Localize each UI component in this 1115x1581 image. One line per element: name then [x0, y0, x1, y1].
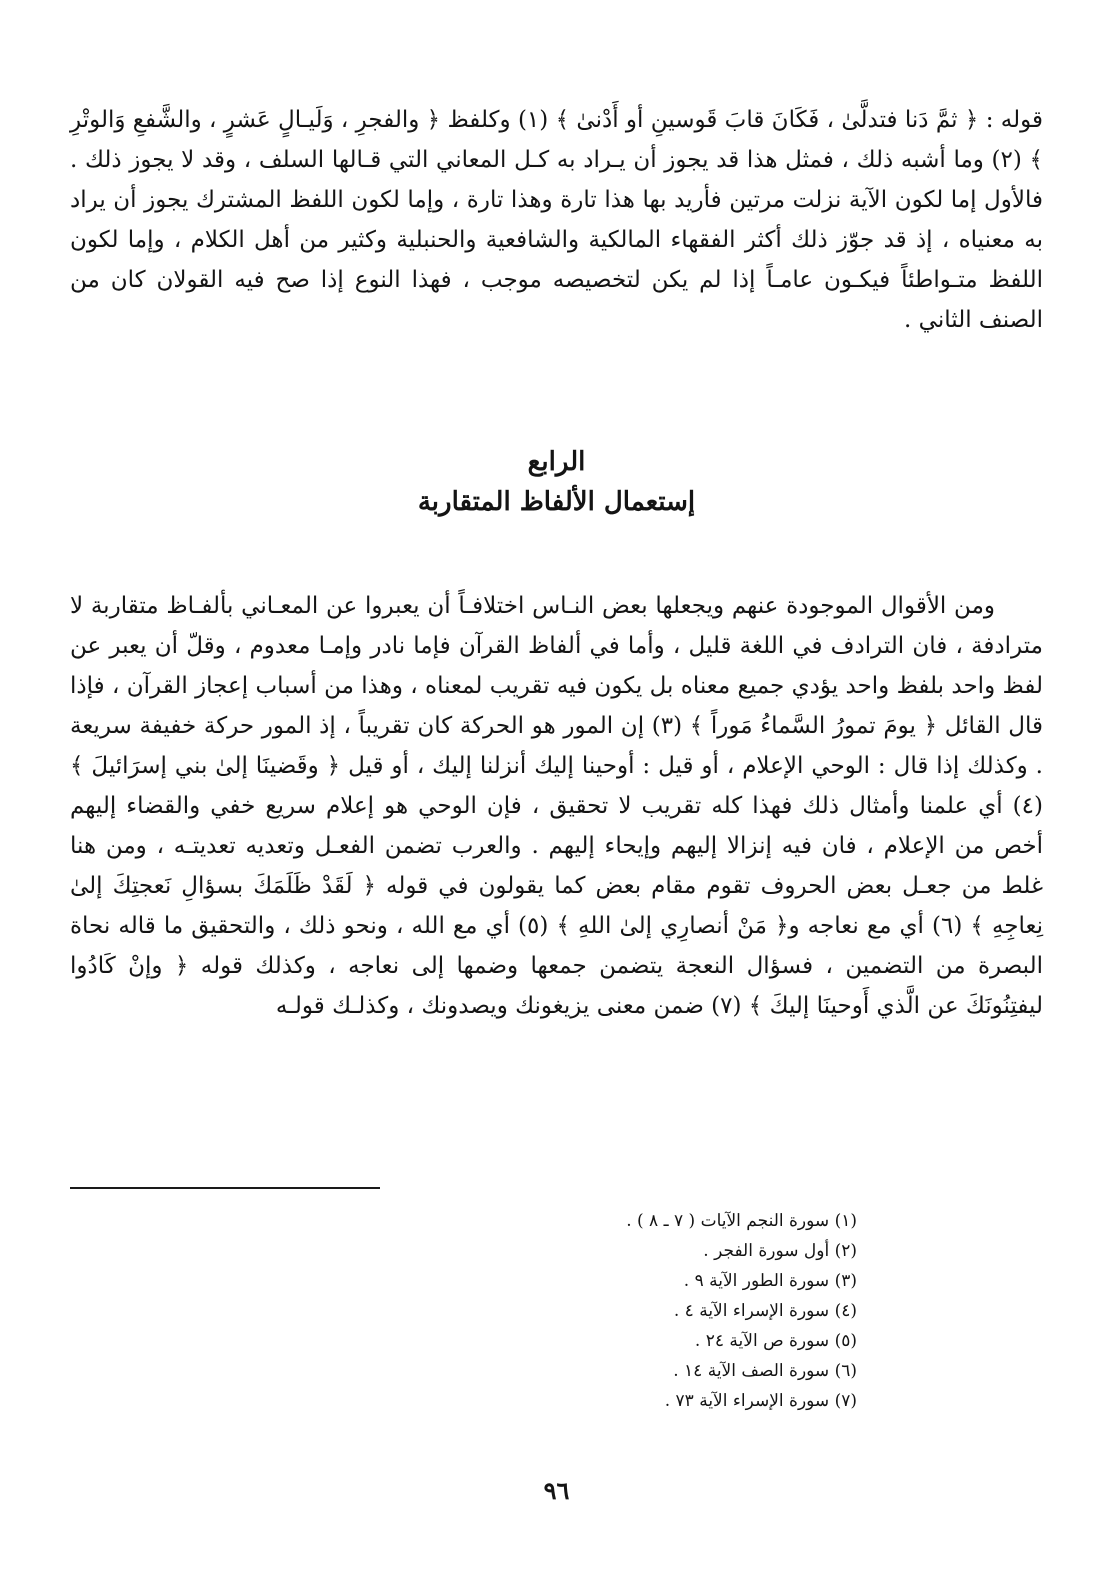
footnote: (١) سورة النجم الآيات ( ٧ ـ ٨ ) . — [626, 1211, 857, 1231]
top-paragraph — [70, 100, 1043, 340]
main-paragraph-text: ومن الأقوال الموجودة عنهم ويجعلها بعض النـاس اختلافـاً أن يعبروا عن المعـاني بألفـاظ متقاربة لا مترادفة ، فان الترادف في اللغة قليل ، وأما في ألفاظ القرآن فإما نادر وإمـا معدوم ، وقلّ أن يعبر عن لفظ واحد بلفظ واحد يؤدي جميع معناه بل يكون فيه تقريب لمعناه ، وهذا من أسباب إعجاز القرآن ، فإذا قال القائل ﴿ يومَ تمورُ السَّماءُ مَوراً ﴾ (٣) إن المور هو الحركة كان تقريباً ، إذ المور حركة خفيفة سريعة . وكذلك إذا قال : الوحي الإعلام ، أو قيل : أوحينا إليك أنزلنا إليك ، أو قيل ﴿ وقَضينَا إلىٰ بني إسرَائيلَ ﴾ (٤) أي علمنا وأمثال ذلك فهذا كله تقريب لا تحقيق ، فإن الوحي هو إعلام سريع خفي والقضاء إليهم أخص من الإعلام ، فان فيه إنزالا إليهم وإيحاء إليهم . والعرب تضمن الفعـل وتعديه تعديتـه ، ومن هنا غلط من جعـل بعض الحروف تقوم مقام بعض كما يقولون في قوله ﴿ لَقَدْ ظَلَمَكَ بسؤالِ نَعجتِكَ إلىٰ نِعاجِهِ ﴾ (٦) أي مع نعاجه و﴿ مَنْ أنصارِي إلىٰ اللهِ ﴾ (٥) أي مع الله ، ونحو ذلك ، والتحقيق ما قاله نحاة البصرة من التضمين ، فسؤال النعجة يتضمن جمعها وضمها إلى نعاجه ، وكذلك قوله ﴿ وإنْ كَادُوا ليفتِنُونَكَ عن الَّذي أَوحينَا إليكَ ﴾ (٧) ضمن معنى يزيغونك ويصدونك ، وكذلـك قولـه — [70, 593, 1044, 1019]
section-subtitle: إستعمال الألفاظ المتقاربة — [417, 487, 696, 517]
footnote: (٣) سورة الطور الآية ٩ . — [683, 1271, 857, 1291]
page-number: ٩٦ — [543, 1476, 570, 1505]
footnote-separator — [70, 1187, 380, 1189]
footnote: (٧) سورة الإسراء الآية ٧٣ . — [664, 1391, 857, 1411]
section-title: الرابع — [527, 447, 586, 477]
main-paragraph — [70, 586, 1043, 1026]
section-heading — [70, 442, 1043, 522]
footnotes-list — [437, 1206, 857, 1416]
top-paragraph-text: قوله : ﴿ ثمَّ دَنا فتدلَّىٰ ، فَكَانَ قابَ قَوسينِ أو أَدْنىٰ ﴾ (١) وكلفظ ﴿ والفجرِ ، وَلَيـالٍ عَشرٍ ، والشَّفعِ وَالوتْرِ ﴾ (٢) وما أشبه ذلك ، فمثل هذا قد يجوز أن يـراد به كـل المعاني التي قـالها السلف ، وقد لا يجوز ذلك . فالأول إما لكون الآية نزلت مرتين فأريد بها هذا تارة وهذا تارة ، وإما لكون اللفظ المشترك يجوز أن يراد به معنياه ، إذ قد جوّز ذلك أكثر الفقهاء المالكية والشافعية والحنبلية وكثير من أهل الكلام ، وإما لكون اللفظ متـواطئاً فيكـون عامـاً إذا لم يكن لتخصيصه موجب ، فهذا النوع إذا صح فيه القولان كان من الصنف الثاني . — [70, 107, 1044, 333]
footnote: (٦) سورة الصف الآية ١٤ . — [673, 1361, 857, 1381]
book-page — [70, 96, 1043, 1536]
footnote: (٤) سورة الإسراء الآية ٤ . — [673, 1301, 857, 1321]
footnote: (٢) أول سورة الفجر . — [703, 1241, 857, 1261]
footnote: (٥) سورة ص الآية ٢٤ . — [694, 1331, 857, 1351]
